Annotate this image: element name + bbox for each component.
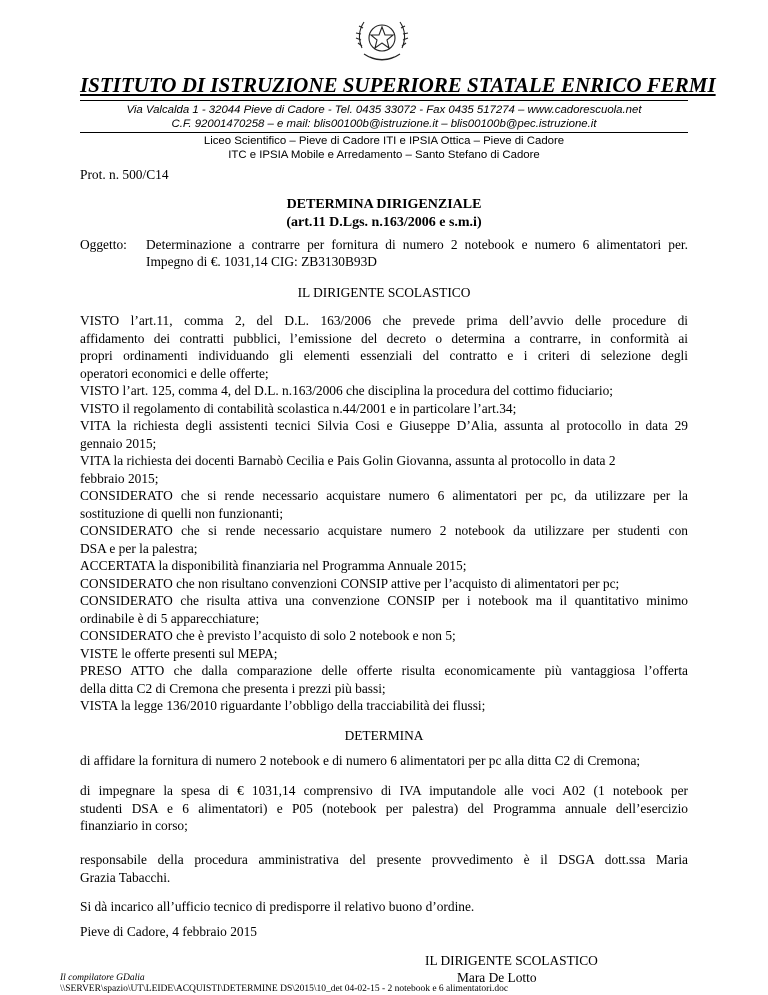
- signature-title: IL DIRIGENTE SCOLASTICO: [425, 953, 598, 968]
- document-subtitle: (art.11 D.Lgs. n.163/2006 e s.m.i): [286, 215, 482, 230]
- premise-line: CONSIDERATO che è previsto l’acquisto di solo 2 notebook e non 5;: [80, 628, 456, 643]
- premise-line: CONSIDERATO che si rende necessario acquistare numero 2 notebook da utilizzare per studenti con: [80, 523, 688, 538]
- premise-line: ordinabile è di 5 apparecchiature;: [80, 610, 260, 626]
- protocol-number: Prot. n. 500/C14: [80, 167, 169, 182]
- school-branches: Liceo Scientifico – Pieve di Cadore ITI e IPSIA Ottica – Pieve di Cadore: [203, 135, 565, 147]
- header-divider: [80, 132, 688, 133]
- premise-line: DSA e per la palestra;: [80, 540, 198, 556]
- premise-line: febbraio 2015;: [80, 470, 159, 486]
- subject-text: Impegno di €. 1031,14 CIG: ZB3130B93D: [146, 254, 377, 269]
- premise-line: affidamento dei contratti pubblici, l’emissione del decreto o determina a contrarre, in conformità ai: [80, 330, 688, 346]
- decision-line: di impegnare la spesa di € 1031,14 comprensivo di IVA imputandole alle voci A02 (1 notebook per: [80, 783, 688, 798]
- premise-line: ACCERTATA la disponibilità finanziaria nel Programma Annuale 2015;: [80, 558, 467, 573]
- premise-line: VITA la richiesta dei docenti Barnabò Cecilia e Pais Golin Giovanna, assunta al protocollo in data 2: [80, 453, 616, 468]
- premise-line: VISTE le offerte presenti sul MEPA;: [80, 645, 278, 661]
- subject-label: Oggetto:: [80, 237, 127, 252]
- school-name: ISTITUTO DI ISTRUZIONE SUPERIORE STATALE ENRICO FERMI: [80, 73, 716, 97]
- premise-line: CONSIDERATO che non risultano convenzioni CONSIP attive per l’acquisto di alimentatori per pc;: [80, 575, 620, 591]
- school-branches: ITC e IPSIA Mobile e Arredamento – Santo Stefano di Cadore: [228, 149, 540, 161]
- premise-line: VISTA la legge 136/2010 riguardante l’obbligo della tracciabilità dei flussi;: [80, 698, 486, 713]
- decision-line: responsabile della procedura amministrativa del presente provvedimento è il DSGA dott.ssa Maria: [80, 852, 688, 867]
- premise-line: VISTO l’art.11, comma 2, del D.L. 163/2006 che prevede prima dell’avvio delle procedure di: [80, 313, 688, 328]
- premise-line: VITA la richiesta degli assistenti tecnici Silvia Cosi e Giuseppe D’Alia, assunta al protocollo in data 29: [80, 418, 688, 433]
- document-title: DETERMINA DIRIGENZIALE: [286, 197, 482, 212]
- premise-line: operatori economici e delle offerte;: [80, 365, 269, 381]
- premise-line: gennaio 2015;: [80, 435, 157, 451]
- italian-republic-emblem-icon: [350, 8, 414, 72]
- footer-file-path: \\SERVER\spazio\UT\LEIDE\ACQUISTI\DETERMINE DS\2015\10_det 04-02-15 - 2 notebook e 6 alimentatori.doc: [60, 984, 509, 994]
- premise-line: VISTO l’art. 125, comma 4, del D.L. n.163/2006 che disciplina la procedura del cottimo fiduciario;: [80, 383, 614, 398]
- premise-line: sostituzione di quelli non funzionanti;: [80, 505, 284, 521]
- signature-name: Mara De Lotto: [457, 970, 537, 985]
- footer-compiler: Il compilatore GDalia: [60, 973, 145, 983]
- decision-line: studenti DSA e 6 alimentatori) e P05 (notebook per palestra) del Programma annuale dell’esercizio: [80, 800, 688, 816]
- premise-line: PRESO ATTO che dalla comparazione delle offerte risulta economicamente più vantaggiosa l’offerta: [80, 663, 688, 678]
- premise-line: CONSIDERATO che si rende necessario acquistare numero 6 alimentatori per pc, da utilizzare per la: [80, 488, 688, 503]
- premise-line: propri ordinamenti individuando gli elementi essenziali del contratto e i criteri di selezione degli: [80, 348, 688, 363]
- subject-text: Determinazione a contrarre per fornitura di numero 2 notebook e numero 6 alimentatori per.: [146, 237, 688, 252]
- heading-dirigente: IL DIRIGENTE SCOLASTICO: [297, 285, 471, 300]
- header-divider: [80, 100, 688, 101]
- premise-line: della ditta C2 di Cremona che presenta i prezzi più bassi;: [80, 680, 386, 696]
- school-codes: C.F. 92001470258 – e mail: blis00100b@istruzione.it – blis00100b@pec.istruzione.it: [171, 118, 597, 130]
- decision-line: di affidare la fornitura di numero 2 notebook e di numero 6 alimentatori per pc alla ditta C2 di Cremona;: [80, 753, 641, 768]
- decision-line: Si dà incarico all’ufficio tecnico di predisporre il relativo buono d’ordine.: [80, 899, 475, 914]
- premise-line: VISTO il regolamento di contabilità scolastica n.44/2001 e in particolare l’art.34;: [80, 400, 517, 416]
- heading-determina: DETERMINA: [344, 728, 424, 743]
- school-address: Via Valcalda 1 - 32044 Pieve di Cadore - Tel. 0435 33072 - Fax 0435 517274 – www.cadorescuola.net: [126, 104, 642, 116]
- decision-line: Grazia Tabacchi.: [80, 869, 171, 885]
- decision-line: finanziario in corso;: [80, 818, 188, 833]
- premise-line: CONSIDERATO che risulta attiva una convenzione CONSIP per i notebook ma il quantitativo minimo: [80, 593, 688, 608]
- place-and-date: Pieve di Cadore, 4 febbraio 2015: [80, 924, 258, 939]
